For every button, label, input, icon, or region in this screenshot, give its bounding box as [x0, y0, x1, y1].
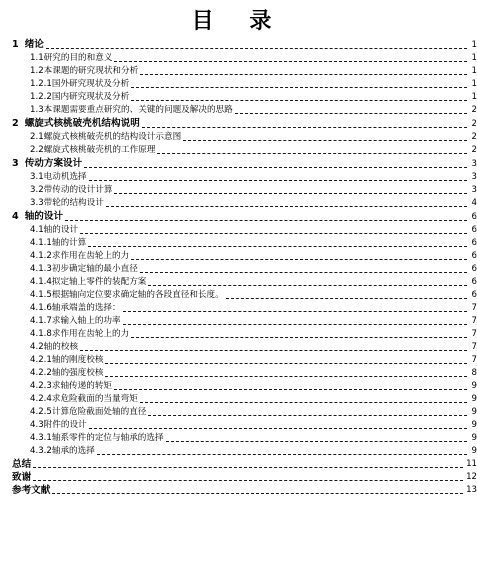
toc-chapter-number: 2 [12, 118, 19, 129]
dot-leader [123, 324, 467, 325]
toc-entry-label [30, 341, 79, 354]
toc-entry-text: 4.1.4拟定轴上零件的装配方案 [30, 277, 147, 287]
toc-entry[interactable] [0, 210, 477, 224]
toc-entry-label [30, 289, 225, 302]
dot-leader [114, 389, 467, 390]
toc-page-number: 11 [466, 459, 477, 469]
toc-entry-label [30, 445, 96, 458]
toc-page-number: 3 [471, 185, 477, 195]
toc-page-number: 9 [471, 381, 477, 391]
toc-entry-text: 轴的设计 [24, 211, 64, 222]
toc-chapter-number: 1 [12, 39, 19, 50]
dot-leader [166, 441, 467, 442]
toc-page-number: 9 [471, 446, 477, 456]
toc-entry-label [30, 315, 122, 328]
toc-page-number: 6 [471, 277, 477, 287]
toc-page-number: 1 [471, 66, 477, 76]
dot-leader [140, 272, 467, 273]
toc-entry[interactable] [0, 315, 477, 328]
toc-page-number: 12 [466, 472, 477, 482]
toc-entry-text: 绪论 [24, 39, 44, 50]
toc-entry-label [30, 419, 88, 432]
toc-page-number: 1 [471, 79, 477, 89]
toc-entry-text: 4.1.7求输入轴上的功率 [30, 316, 121, 326]
toc-entry-label [30, 354, 104, 367]
toc-entry-label [30, 393, 139, 406]
toc-page-number: 1 [471, 53, 477, 63]
toc-page-number: 2 [471, 132, 477, 142]
toc-page-number: 6 [471, 238, 477, 248]
toc-entry-label [30, 171, 88, 184]
toc-page-number: 9 [471, 433, 477, 443]
dot-leader [235, 113, 467, 114]
dot-leader [226, 298, 467, 299]
toc-entry[interactable] [0, 380, 477, 393]
toc-entry-label [30, 237, 87, 250]
toc-entry-label [30, 432, 165, 445]
toc-page-number: 6 [471, 251, 477, 261]
toc-entry[interactable] [0, 302, 477, 315]
toc-entry-label [30, 91, 130, 104]
toc-page-number: 1 [471, 40, 477, 50]
toc-entry-label [30, 104, 234, 117]
toc-entry[interactable] [0, 393, 477, 406]
dot-leader [114, 61, 467, 62]
toc-entry[interactable] [0, 91, 477, 104]
toc-entry[interactable] [0, 171, 477, 184]
toc-entry[interactable] [0, 184, 477, 197]
toc-entry-label [30, 131, 182, 144]
toc-entry-label [30, 276, 147, 289]
toc-entry[interactable] [0, 445, 477, 458]
toc-entry-text: 1.1研究的目的和意义 [30, 53, 113, 63]
dot-leader [80, 350, 467, 351]
toc-entry-text: 1.2本课题的研究现状和分析 [30, 66, 139, 76]
toc-entry-text: 4.1轴的设计 [30, 225, 79, 235]
toc-entry[interactable] [0, 328, 477, 341]
toc-entry-label [30, 406, 147, 419]
toc-entry[interactable] [0, 144, 477, 157]
toc-entry[interactable] [0, 367, 477, 380]
dot-leader [157, 153, 467, 154]
page-title: 目 录 [191, 8, 286, 34]
toc-entry-text: 传动方案设计 [24, 158, 83, 169]
toc-entry-label [12, 484, 51, 497]
dot-leader [131, 337, 467, 338]
toc-entry[interactable] [0, 157, 477, 171]
toc-entry-text: 2.2螺旋式核桃破壳机的工作原理 [30, 145, 156, 155]
toc-chapter-number: 3 [12, 158, 19, 169]
toc-entry[interactable] [0, 237, 477, 250]
toc-entry-text: 总结 [12, 459, 32, 470]
toc-entry-text: 4.1.8求作用在齿轮上的力 [30, 329, 130, 339]
toc-entry-text: 4.2.4求危险截面的当量弯矩 [30, 394, 138, 404]
dot-leader [140, 402, 467, 403]
toc-entry-text: 3.3带轮的结构设计 [30, 198, 104, 208]
toc-entry[interactable] [0, 458, 477, 471]
dot-leader [140, 74, 467, 75]
dot-leader [33, 480, 463, 481]
toc-page-number: 6 [471, 264, 477, 274]
toc-entry[interactable] [0, 484, 477, 497]
toc-entry-text: 4.2.3求轴传递的转矩 [30, 381, 113, 391]
toc-entry-text: 4.1.6轴承端盖的选择： [30, 303, 121, 313]
toc-entry-label [30, 52, 113, 65]
dot-leader [114, 193, 467, 194]
toc-entry-text: 4.2轴的校核 [30, 342, 79, 352]
dot-leader [65, 220, 467, 221]
toc-entry[interactable] [0, 432, 477, 445]
toc-page-number: 2 [471, 105, 477, 115]
toc-entry-text: 4.3.2轴承的选择 [30, 446, 95, 456]
toc-page-number: 7 [471, 355, 477, 365]
toc-entry[interactable] [0, 250, 477, 263]
toc-entry-text: 4.1.1轴的计算 [30, 238, 87, 248]
toc-entry-label [12, 471, 32, 484]
toc-entry-text: 参考文献 [12, 485, 51, 496]
toc-entry-label [12, 210, 64, 224]
dot-leader [183, 140, 467, 141]
toc-entry-text: 1.3本课题需要重点研究的、关键的问题及解决的思路 [30, 105, 233, 115]
dot-leader [84, 167, 467, 168]
toc-entry-text: 1.2.1国外研究现状及分析 [30, 79, 130, 89]
toc-page-number: 7 [471, 329, 477, 339]
toc-entry-text: 4.1.3初步确定轴的最小直径 [30, 264, 138, 274]
toc-entry-label [12, 157, 83, 171]
toc-entry[interactable] [0, 197, 477, 210]
dot-leader [148, 285, 467, 286]
toc-entry[interactable] [0, 104, 477, 117]
toc-entry[interactable] [0, 419, 477, 432]
toc-entry-text: 4.1.2求作用在齿轮上的力 [30, 251, 130, 261]
toc-entry-label [30, 302, 122, 315]
toc-entry-label [12, 117, 141, 131]
toc-entry-label [30, 224, 79, 237]
dot-leader [131, 100, 467, 101]
toc-entry[interactable] [0, 406, 477, 419]
dot-leader [105, 363, 467, 364]
toc-entry[interactable] [0, 276, 477, 289]
toc-entry[interactable] [0, 65, 477, 78]
dot-leader [106, 206, 467, 207]
dot-leader [131, 87, 467, 88]
toc-entry[interactable] [0, 471, 477, 484]
toc-page-number: 6 [471, 225, 477, 235]
dot-leader [89, 180, 467, 181]
toc-page-number: 9 [471, 420, 477, 430]
dot-leader [131, 259, 467, 260]
toc-entry[interactable] [0, 224, 477, 237]
toc-entry[interactable] [0, 354, 477, 367]
dot-leader [80, 233, 467, 234]
toc-entry[interactable] [0, 263, 477, 276]
toc-page-number: 2 [471, 119, 477, 129]
toc-entry-text: 3.2带传动的设计计算 [30, 185, 113, 195]
toc-entry-text: 4.1.5根据轴向定位要求确定轴的各段直径和长度。 [30, 290, 224, 300]
dot-leader [142, 127, 467, 128]
dot-leader [46, 48, 467, 49]
toc-page-number: 7 [471, 303, 477, 313]
toc-entry-label [12, 38, 45, 52]
toc-entry[interactable] [0, 289, 477, 302]
toc-page-number: 1 [471, 92, 477, 102]
toc-entry-label [30, 328, 130, 341]
toc-entry-label [30, 250, 130, 263]
toc-entry-label [30, 65, 139, 78]
toc-page-number: 9 [471, 394, 477, 404]
toc-page-number: 4 [471, 198, 477, 208]
toc-entry-label [30, 380, 113, 393]
toc-entry-text: 致谢 [12, 472, 32, 483]
dot-leader [97, 454, 467, 455]
toc-page-number: 13 [466, 485, 477, 495]
toc-entry[interactable] [0, 341, 477, 354]
toc-entry-text: 4.3附件的设计 [30, 420, 87, 430]
dot-leader [88, 246, 467, 247]
toc-entry-label [30, 367, 104, 380]
toc-entry[interactable] [0, 38, 477, 52]
toc-entry[interactable] [0, 131, 477, 144]
toc-page-number: 3 [471, 159, 477, 169]
dot-leader [33, 467, 463, 468]
toc-chapter-number: 4 [12, 211, 19, 222]
toc-page-number: 9 [471, 407, 477, 417]
toc-entry-label [30, 197, 105, 210]
toc-page-number: 7 [471, 316, 477, 326]
toc-entry-label [30, 144, 156, 157]
toc-page-number: 2 [471, 145, 477, 155]
toc-page-number: 3 [471, 172, 477, 182]
dot-leader [123, 311, 467, 312]
toc-entry-label [12, 458, 32, 471]
toc-entry-text: 螺旋式核桃破壳机结构说明 [24, 118, 140, 129]
toc-entry[interactable] [0, 52, 477, 65]
toc-entry-text: 4.2.5计算危险截面处轴的直径 [30, 407, 147, 417]
toc-page-number: 6 [471, 290, 477, 300]
toc-page-number: 7 [471, 342, 477, 352]
toc-entry-label [30, 184, 113, 197]
table-of-contents [0, 38, 477, 497]
dot-leader [148, 415, 467, 416]
toc-entry-text: 1.2.2国内研究现状及分析 [30, 92, 130, 102]
toc-entry-text: 3.1电动机选择 [30, 172, 87, 182]
toc-entry-label [30, 263, 139, 276]
toc-entry-text: 2.1螺旋式核桃破壳机的结构设计示意图 [30, 132, 182, 142]
dot-leader [52, 493, 463, 494]
toc-page-number: 8 [471, 368, 477, 378]
toc-entry-text: 4.2.1轴的刚度校核 [30, 355, 104, 365]
toc-entry-text: 4.3.1轴系零件的定位与轴承的选择 [30, 433, 164, 443]
toc-entry[interactable] [0, 78, 477, 91]
toc-entry-label [30, 78, 130, 91]
toc-entry-text: 4.2.2轴的强度校核 [30, 368, 104, 378]
toc-page-number: 6 [471, 212, 477, 222]
toc-entry[interactable] [0, 117, 477, 131]
dot-leader [89, 428, 467, 429]
dot-leader [105, 376, 467, 377]
